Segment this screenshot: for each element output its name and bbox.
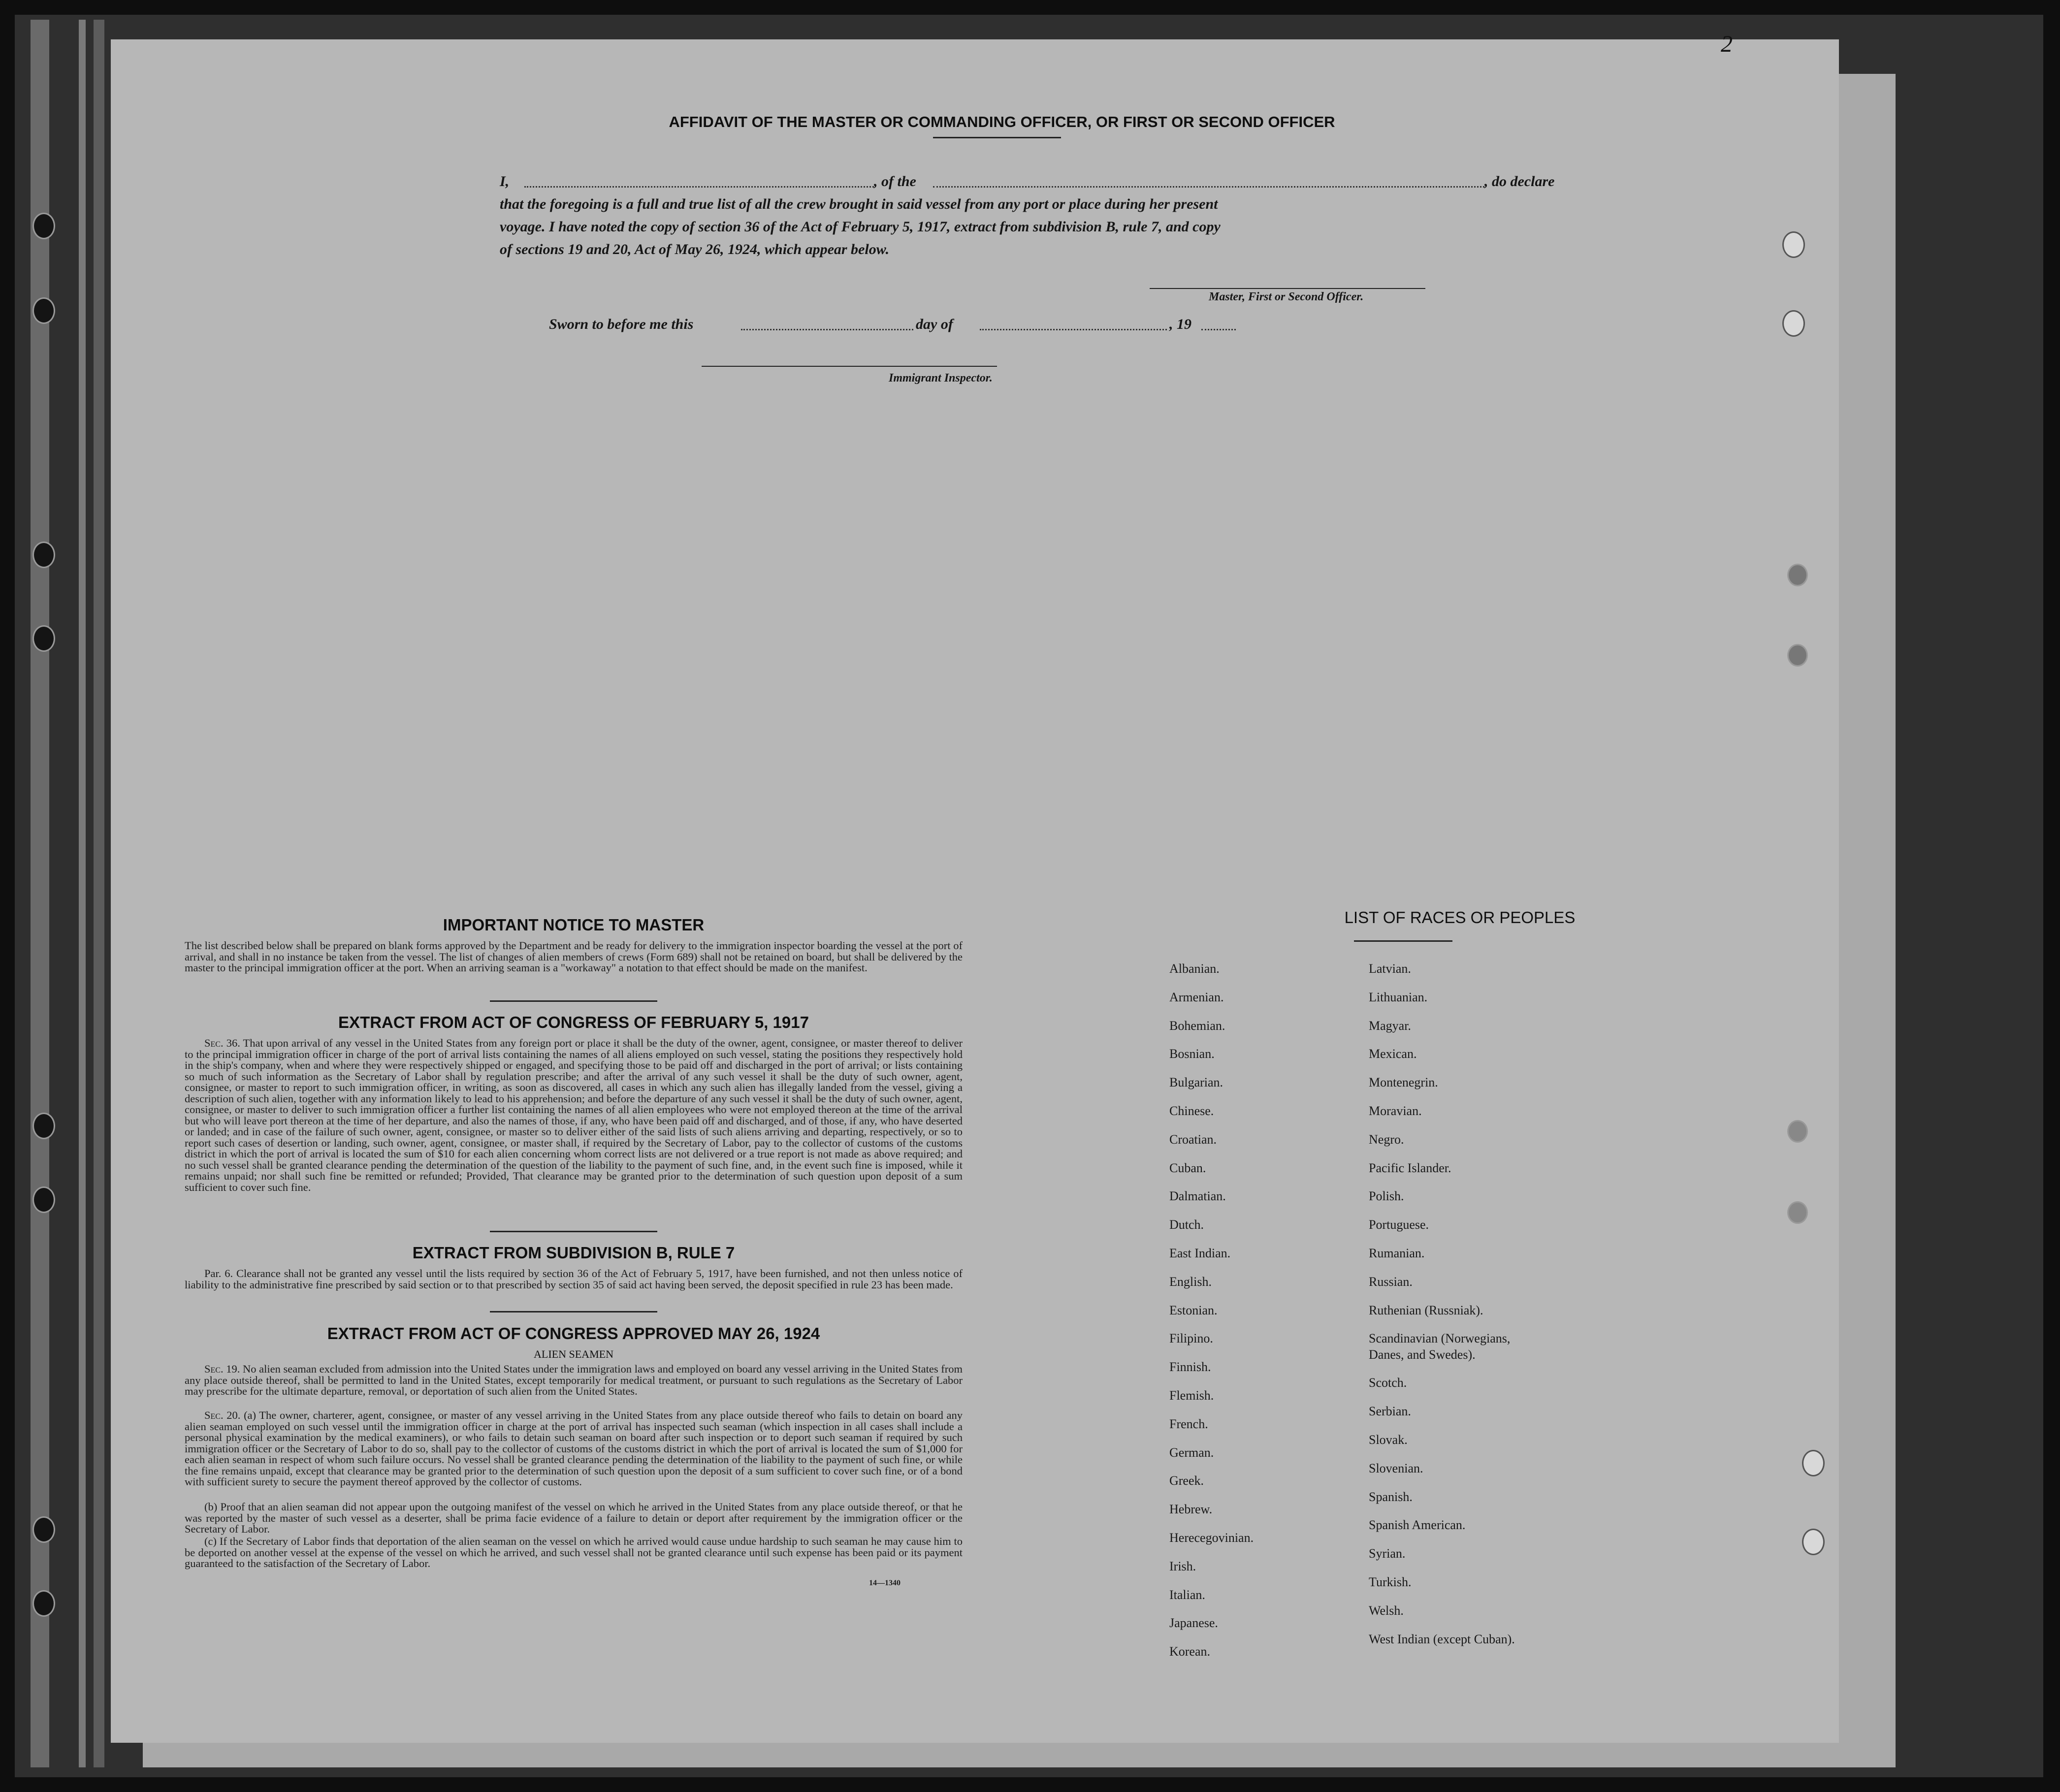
race-item: Italian. — [1169, 1587, 1205, 1602]
document-page — [111, 31, 1839, 1743]
extract-rule7-title: EXTRACT FROM SUBDIVISION B, RULE 7 — [412, 1244, 735, 1262]
binder-hole — [1787, 1201, 1808, 1224]
section-rule — [490, 1000, 657, 1002]
binder-hole — [32, 1516, 55, 1543]
race-item: Ruthenian (Russniak). — [1369, 1303, 1483, 1317]
signature-caption: Master, First or Second Officer. — [1209, 290, 1364, 303]
extract-1917-title: EXTRACT FROM ACT OF CONGRESS OF FEBRUARY 5, 1917 — [338, 1013, 809, 1031]
extract-rule7-text: Par. 6. Clearance shall not be granted any vessel until the lists required by section 36 of the Act of February 5, 1917, have been furnished, and not then unless notice of liability to the administrative fine prescribed by said section or to that prescribed by section 35 of said act having been served, the deposit specified in rule 23 has been made. — [185, 1267, 963, 1291]
sec-20a-text — [185, 1410, 963, 1488]
race-item: Spanish. — [1369, 1489, 1413, 1504]
binder-hole — [1787, 1120, 1808, 1143]
races-title: LIST OF RACES OR PEOPLES — [1344, 908, 1576, 927]
page-mark: 2 — [1721, 31, 1733, 57]
sec-19-body: No alien seaman excluded from admission into the United States under the immigration laws and employed on board any vessel arriving in the United States from any place outside thereof, shall be permitted to land in the United States, except temporarily for medical treatment, or pursuant to such regulations as the Secretary of Labor may prescribe for the ultimate departure, removal, or deportation of such alien from the United States. — [185, 1363, 963, 1397]
race-item: East Indian. — [1169, 1246, 1231, 1260]
sworn-end: , 19 — [1169, 316, 1191, 332]
race-item: Filipino. — [1169, 1331, 1213, 1346]
signature-line — [1150, 288, 1425, 289]
race-item: Albanian. — [1169, 961, 1220, 976]
race-item: German. — [1169, 1445, 1214, 1460]
binder-hole — [1787, 564, 1808, 586]
race-item: Scandinavian (Norwegians, Danes, and Swedes). — [1369, 1331, 1511, 1362]
race-item: Montenegrin. — [1369, 1075, 1438, 1090]
race-item: Serbian. — [1369, 1404, 1411, 1419]
affidavit-title: AFFIDAVIT OF THE MASTER OR COMMANDING OFFICER, OR FIRST OR SECOND OFFICER — [669, 113, 1335, 130]
affidavit-line1-start: I, — [500, 173, 510, 190]
race-item: Hebrew. — [1169, 1502, 1213, 1517]
vessel-blank — [933, 185, 1484, 188]
extract-1924-title: EXTRACT FROM ACT OF CONGRESS APPROVED MAY 26, 1924 — [327, 1324, 820, 1343]
race-item: Scotch. — [1369, 1376, 1407, 1390]
race-item: Moravian. — [1369, 1104, 1422, 1118]
sec-19-label: Sec. 19. — [204, 1363, 240, 1375]
binder-hole — [1782, 231, 1805, 258]
race-item: Rumanian. — [1369, 1246, 1425, 1260]
notice-text: The list described below shall be prepared on blank forms approved by the Department and be ready for delivery to the immigration inspector boarding the vessel at the port of arrival, and shall in no instance be taken from the vessel. The list of changes of alien members of crews (Form 689) shall not be retained on board, but shall be delivered by the master to the principal immigration officer at the port. When an arriving seaman is a "workaway" a notation to that effect should be made on the manifest. — [185, 939, 963, 974]
race-item: English. — [1169, 1274, 1212, 1289]
name-blank — [524, 185, 874, 188]
race-item: Portuguese. — [1369, 1217, 1429, 1232]
race-item: Chinese. — [1169, 1104, 1214, 1118]
section-rule — [490, 1311, 657, 1312]
race-item: Croatian. — [1169, 1132, 1217, 1147]
race-item: Welsh. — [1369, 1603, 1404, 1618]
sec-20b-text: (b) Proof that an alien seaman did not appear upon the outgoing manifest of the vessel on which he arrived in the United States from any place outside thereof, or that he was reported by the master of such vessel as a deserter, shall be prima facie evidence of a failure to detain or deport after requirement by the immigration officer or the Secretary of Labor. — [185, 1501, 963, 1535]
sec-20-label: Sec. 20. — [204, 1409, 241, 1421]
binder-hole — [32, 213, 55, 239]
affidavit-line1-mid: , of the — [874, 173, 916, 190]
binder-hole — [32, 1590, 55, 1617]
race-item: Slovenian. — [1369, 1461, 1423, 1475]
race-item: Bulgarian. — [1169, 1075, 1223, 1090]
race-item: Herecegovinian. — [1169, 1531, 1254, 1545]
race-item: Russian. — [1369, 1274, 1413, 1289]
affidavit-line4: of sections 19 and 20, Act of May 26, 1924, which appear below. — [500, 241, 890, 257]
affidavit-line1-end: , do declare — [1484, 173, 1555, 190]
section-rule — [490, 1231, 657, 1232]
binder-hole — [32, 1186, 55, 1213]
race-item: Turkish. — [1369, 1575, 1412, 1589]
binder-hole — [1782, 310, 1805, 337]
race-item: Flemish. — [1169, 1388, 1214, 1403]
race-item: West Indian (except Cuban). — [1369, 1632, 1515, 1646]
race-item: Syrian. — [1369, 1546, 1406, 1561]
race-item: Dutch. — [1169, 1217, 1204, 1232]
race-item: Polish. — [1369, 1189, 1404, 1204]
race-item: Japanese. — [1169, 1616, 1218, 1631]
sec-20a-body: (a) The owner, charterer, agent, consignee, or master of any vessel arriving in the United States from any place outside thereof who fails to detain on board any alien seaman employed on such vessel until the immigration officer in charge at the port of arrival has inspected such seaman (which inspection in all cases shall include a personal physical examination by the medical examiners), or who fails to detain such seaman on board after such inspection or to deport such seaman if required by such immigration officer or the Secretary of Labor to do so, shall pay to the collector of customs of the customs district in which the port of arrival is located the sum of $1,000 for each alien seaman in respect of whom such failure occurs. No vessel shall be granted clearance pending the determination of the liability to the payment of such fine, or while the fine remains unpaid, except that clearance may be granted prior to the determination of such question upon the deposit of a sum sufficient to cover such fine, or of a bond with sufficient surety to secure the payment thereof approved by the collector of customs. — [185, 1409, 963, 1488]
race-item: Greek. — [1169, 1473, 1204, 1488]
race-item: Pacific Islander. — [1369, 1160, 1451, 1175]
race-item: Bosnian. — [1169, 1047, 1215, 1061]
binder-hole — [1787, 644, 1808, 667]
race-item: Bohemian. — [1169, 1018, 1225, 1033]
race-item: Magyar. — [1369, 1018, 1411, 1033]
inspector-caption: Immigrant Inspector. — [889, 372, 993, 384]
binder-hole — [32, 625, 55, 652]
race-item: Dalmatian. — [1169, 1189, 1226, 1204]
extract-1917-text — [185, 1038, 963, 1193]
affidavit-line2: that the foregoing is a full and true list of all the crew brought in said vessel from any port or place during her present — [500, 196, 1218, 212]
race-item: French. — [1169, 1416, 1208, 1431]
race-item: Lithuanian. — [1369, 990, 1428, 1004]
year-blank — [1201, 328, 1236, 330]
sec-19-text — [185, 1364, 963, 1397]
day-blank — [741, 328, 913, 330]
binder-hole — [32, 542, 55, 568]
sworn-mid: day of — [916, 316, 953, 332]
race-item: Negro. — [1369, 1132, 1404, 1147]
notice-title: IMPORTANT NOTICE TO MASTER — [443, 916, 705, 934]
race-item: Mexican. — [1369, 1047, 1417, 1061]
title-rule — [933, 137, 1061, 138]
race-item: Estonian. — [1169, 1303, 1218, 1317]
race-item: Finnish. — [1169, 1360, 1211, 1375]
binding-strip — [31, 20, 49, 1767]
binder-hole — [1802, 1529, 1825, 1555]
affidavit-line3: voyage. I have noted the copy of section 36 of the Act of February 5, 1917, extract from subdivision B, rule 7, and copy — [500, 219, 1221, 235]
race-item: Cuban. — [1169, 1160, 1206, 1175]
race-item: Latvian. — [1369, 961, 1411, 976]
races-rule — [1354, 940, 1452, 942]
race-item: Armenian. — [1169, 990, 1224, 1004]
binder-hole — [32, 297, 55, 324]
form-number: 14—1340 — [869, 1579, 901, 1587]
race-item: Irish. — [1169, 1559, 1196, 1573]
month-blank — [980, 328, 1167, 330]
binder-hole — [32, 1113, 55, 1139]
inspector-line — [702, 366, 997, 367]
sec-20c-text: (c) If the Secretary of Labor finds that deportation of the alien seaman on the vessel on which he arrived would cause undue hardship to such seaman he may cause him to be deported on another vessel at the expense of the vessel on which he arrived, and such vessel shall not be granted clearance until such expense has been paid or its payment guaranteed to the satisfaction of the Secretary of Labor. — [185, 1535, 963, 1569]
alien-seamen-subtitle: ALIEN SEAMEN — [534, 1348, 613, 1360]
binding-strip-edge — [94, 20, 104, 1767]
race-item: Korean. — [1169, 1644, 1211, 1659]
binder-hole — [1802, 1450, 1825, 1476]
binding-strip-edge — [79, 20, 86, 1767]
sec-36-label: Sec. 36. — [204, 1037, 240, 1049]
sec-36-text: That upon arrival of any vessel in the United States from any foreign port or place it shall be the duty of the owner, agent, consignee, or master thereof to deliver to the principal immigration officer in charge of the port of arrival lists containing the names of all aliens employed on such vessel, stating the positions they respectively hold in the ship's company, when and where they were respectively shipped or engaged, and specifying those to be paid off and discharged in the port of arrival; or lists containing so much of such information as the Secretary of Labor shall by regulation prescribe; and after the arrival of any such vessel it shall be the duty of such owner, agent, consignee, or master to report to such immigration officer, in writing, as soon as discovered, all cases in which any such alien has illegally landed from the vessel, giving a description of such alien, together with any information likely to lead to his apprehension; and before the departure of any such vessel it shall be the duty of such owner, agent, consignee, or master to deliver to such immigration officer a further list containing the names of all alien employees who were not employed thereon at the time of the arrival but who will leave port thereon at the time of her departure, and also the names of those, if any, who have been paid off and discharged, and of those, if any, who have deserted or landed; and in case of the failure of such owner, agent, consignee, or master so to deliver either of the said lists of such aliens arriving and departing, respectively, or so to report such cases of desertion or landing, such owner, agent, consignee, or master shall, if required by the Secretary of Labor, pay to the collector of customs of the customs district in which the port of arrival is located the sum of $10 for each alien concerning whom correct lists are not delivered or a true report is not made as above required; and no such vessel shall be granted clearance pending the determination of the question of the liability to the payment of such fine, and, in the event such fine is imposed, while it remains unpaid; nor shall such fine be remitted or refunded; Provided, That clearance may be granted prior to the determination of such question upon deposit of a sum sufficient to cover such fine. — [185, 1037, 963, 1193]
race-item: Spanish American. — [1369, 1518, 1466, 1533]
sworn-start: Sworn to before me this — [549, 316, 694, 332]
race-item: Slovak. — [1369, 1433, 1408, 1447]
